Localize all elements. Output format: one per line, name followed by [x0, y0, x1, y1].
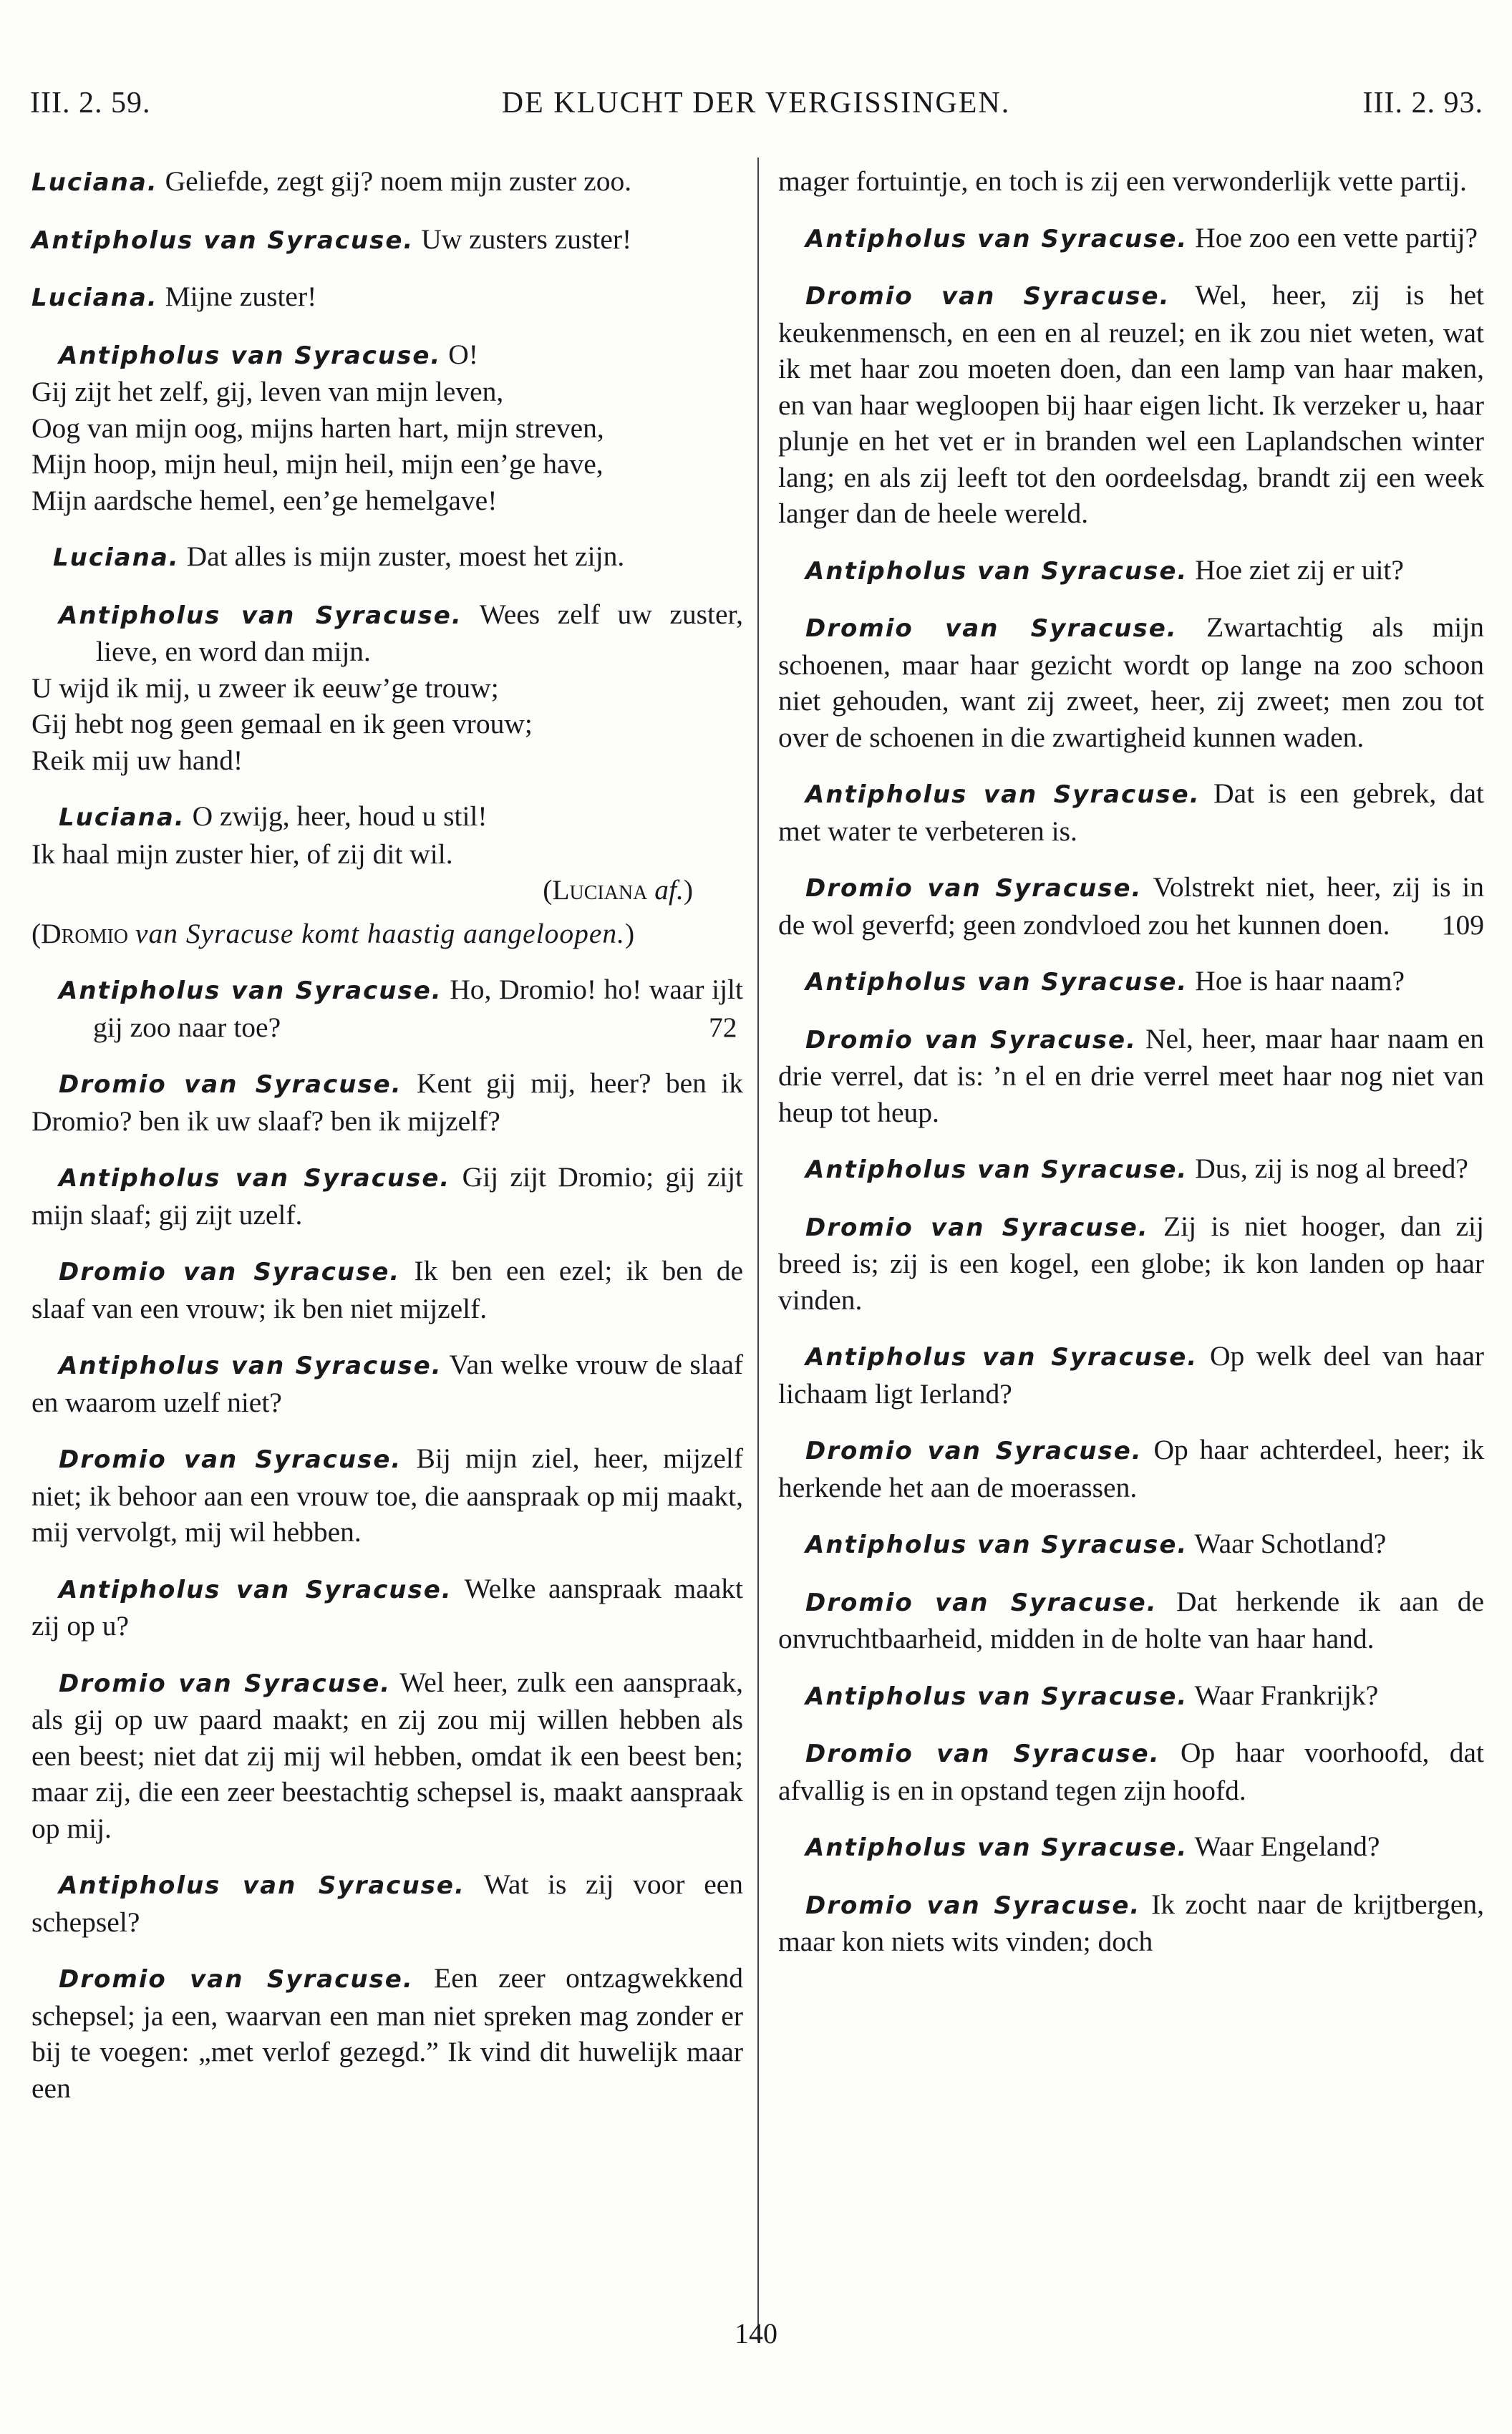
speech-continuation: mager fortuintje, en toch is zij een verwonderlijk vette partij.	[778, 165, 1467, 197]
speech	[778, 1735, 1484, 1808]
speech-text: Bij mijn ziel, heer, mijzelf niet; ik behoor aan een vrouw toe, die aanspraak op mij maakt, mij vervolgt, mij wil hebben.	[32, 1443, 744, 1548]
speech-text: Ik zocht naar de krijtbergen, maar kon niets wits vinden; doch	[778, 1888, 1484, 1957]
header-section-left: III. 2. 59.	[30, 87, 151, 120]
speech	[778, 277, 1484, 532]
speaker-name: Dromio van Syracuse.	[805, 874, 1143, 903]
speaker-name: Dromio van Syracuse.	[59, 1445, 402, 1474]
speech-text: Waar Frankrijk?	[1194, 1679, 1379, 1711]
speaker-name: Antipholus van Syracuse.	[59, 1575, 452, 1604]
speech-text: Zij is niet hooger, dan zij breed is; zij is een kogel, een globe; ik kon landen op haar vinden.	[778, 1210, 1484, 1316]
speaker-name: Luciana.	[53, 543, 180, 572]
speech	[778, 1526, 1484, 1563]
speech	[32, 1065, 743, 1139]
speech-text: Hoe is haar naam?	[1195, 965, 1405, 997]
character-name: Luciana	[552, 874, 648, 906]
speaker-name: Luciana.	[32, 168, 158, 197]
verse-line: Oog van mijn oog, mijns harten hart, mijn streven,	[32, 412, 604, 444]
speech-text: Welke aanspraak maakt zij op u?	[32, 1572, 743, 1642]
speech-text: Ik ben een ezel; ik ben de slaaf van een vrouw; ik ben niet mijzelf.	[32, 1255, 743, 1324]
character-name: Dromio	[41, 917, 129, 949]
speech	[32, 278, 743, 316]
speech	[32, 538, 743, 576]
speech-text: Kent gij mij, heer? ben ik Dromio? ben ik uw slaaf? ben ik mijzelf?	[32, 1067, 743, 1137]
speaker-name: Antipholus van Syracuse.	[59, 1352, 442, 1380]
speech-text: Hoe zoo een vette partij?	[1195, 221, 1478, 253]
speech	[32, 1866, 743, 1940]
verse-line: Gij hebt nog geen gemaal en ik geen vrouw;	[32, 708, 533, 740]
speaker-name: Antipholus van Syracuse.	[59, 601, 462, 630]
speaker-name: Antipholus van Syracuse.	[805, 1343, 1198, 1372]
speech-text: Op haar voorhoofd, dat afvallig is en in opstand tegen zijn hoofd.	[778, 1737, 1484, 1806]
verse-speech	[32, 336, 743, 519]
speaker-name: Antipholus van Syracuse.	[805, 1155, 1188, 1184]
verse-line: Ik haal mijn zuster hier, of zij dit wil.	[32, 838, 453, 870]
verse-line: Gij zijt het zelf, gij, leven van mijn leven,	[32, 376, 504, 407]
speech	[32, 1253, 743, 1327]
speech	[32, 1960, 743, 2106]
speech-text: Dat alles is mijn zuster, moest het zijn.	[186, 540, 625, 572]
speech	[778, 1828, 1484, 1866]
speech-text: Wel, heer, zij is het keukenmensch, en een en al reuzel; en ik zou niet weten, wat ik met haar zou moeten doen, dan een lamp van haar maken, en van haar wegloopen bij haar eigen licht. Ik verzeker u, haar plunje en het vet er in branden wel een Laplandschen winter lang; en als zij leeft tot den oordeelsdag, brandt zij een week langer dan de heele wereld.	[778, 279, 1484, 529]
speaker-name: Antipholus van Syracuse.	[32, 226, 415, 255]
speech	[778, 609, 1484, 755]
speech	[32, 1159, 743, 1233]
speech-text: Dat is een gebrek, dat met water te verbeteren is.	[778, 777, 1484, 847]
speech-text: O!	[448, 338, 478, 370]
speech-text: Wat is zij voor een schepsel?	[32, 1868, 744, 1938]
speech-text: Uw zusters zuster!	[421, 223, 632, 255]
speech-text: Waar Engeland?	[1194, 1831, 1380, 1862]
speech	[32, 221, 743, 259]
speaker-name: Dromio van Syracuse.	[59, 1258, 401, 1286]
speech-text: Dus, zij is nog al breed?	[1195, 1153, 1468, 1184]
speech	[778, 1150, 1484, 1188]
speech-text: Van welke vrouw de slaaf en waarom uzelf niet?	[32, 1349, 744, 1418]
speech-text: Wel heer, zulk een aanspraak, als gij op uw paard maakt; en zij zou mij willen hebben als een beest; niet dat zij mij wil hebben, omdat ik een beest ben; maar zij, die een zeer beestachtig schepsel is, maakt aanspraak op mij.	[32, 1666, 743, 1844]
speaker-name: Antipholus van Syracuse.	[805, 1833, 1188, 1862]
speech-text: Wees zelf uw zuster, lieve, en word dan mijn.	[96, 598, 743, 667]
speaker-name: Dromio van Syracuse.	[805, 1740, 1160, 1768]
stage-direction-entry: (Dromio van Syracuse komt haastig aangeloopen.)	[32, 917, 635, 949]
speaker-name: Dromio van Syracuse.	[805, 1213, 1149, 1242]
speaker-name: Antipholus van Syracuse.	[59, 976, 442, 1005]
speaker-name: Antipholus van Syracuse.	[805, 968, 1188, 997]
speech-text: Dat herkende ik aan de onvruchtbaarheid, midden in de holte van haar hand.	[778, 1585, 1485, 1654]
speech-text: Op haar achterdeel, heer; ik herkende het aan de moerassen.	[778, 1434, 1484, 1503]
speech-text: O zwijg, heer, houd u stil!	[192, 800, 488, 832]
speaker-name: Antipholus van Syracuse.	[805, 1531, 1188, 1559]
speech-text: Een zeer ontzagwekkend schepsel; ja een, waarvan een man niet spreken mag zonder er bij te voegen: „met verlof gezegd.” Ik vind dit huwelijk maar een	[32, 1962, 744, 2104]
verse-line: Reik mij uw hand!	[32, 744, 243, 776]
speech-text: Volstrekt niet, heer, zij is in de wol geverfd; geen zondvloed zou het kunnen doen.	[778, 871, 1484, 941]
verse-line: U wijd ik mij, u zweer ik eeuw’ge trouw;	[32, 671, 499, 704]
speaker-name: Dromio van Syracuse.	[805, 282, 1171, 311]
speaker-name: Dromio van Syracuse.	[59, 1669, 392, 1698]
line-number: 109	[1441, 908, 1484, 941]
speaker-name: Dromio van Syracuse.	[805, 1891, 1141, 1920]
speech	[778, 1338, 1484, 1412]
speech	[778, 775, 1484, 849]
speaker-name: Dromio van Syracuse.	[805, 1437, 1143, 1465]
speaker-name: Dromio van Syracuse.	[805, 614, 1178, 643]
speech-text: Op welk deel van haar lichaam ligt Ierland?	[778, 1340, 1484, 1410]
speaker-name: Antipholus van Syracuse.	[805, 1682, 1188, 1711]
verse-line: Mijn aardsche hemel, een’ge hemelgave!	[32, 484, 498, 516]
speech-text: Hoe ziet zij er uit?	[1195, 553, 1404, 586]
speech	[778, 1886, 1484, 1960]
speech	[778, 552, 1484, 590]
speaker-name: Dromio van Syracuse.	[805, 1025, 1137, 1054]
speech	[778, 220, 1484, 258]
page-number: 140	[735, 2317, 777, 2350]
right-column	[778, 163, 1484, 1980]
speaker-name: Luciana.	[59, 803, 185, 832]
speaker-name: Antipholus van Syracuse.	[59, 341, 442, 370]
verse-speech	[32, 596, 743, 779]
speaker-name: Antipholus van Syracuse.	[805, 556, 1188, 586]
speech-text: Nel, heer, maar haar naam en drie verrel, dat is: ’n el en drie verrel meet haar nog niet van heup tot heup.	[778, 1022, 1484, 1128]
speech-text: Zwartachtig als mijn schoenen, maar haar gezicht wordt op lange na zoo schoon niet gehouden, want zij zweet, heer, zij zweet; men zou tot over de schoenen in die zwartigheid kunnen waden.	[778, 611, 1484, 753]
speech	[32, 163, 743, 201]
stage-word: af.	[654, 874, 684, 906]
speaker-name: Antipholus van Syracuse.	[59, 1871, 465, 1900]
column-divider	[757, 157, 759, 2341]
speech	[778, 963, 1484, 1001]
speech-text: Geliefde, zegt gij? noem mijn zuster zoo.	[165, 165, 632, 197]
left-column	[32, 163, 743, 2126]
speech	[32, 1664, 743, 1847]
speech	[778, 869, 1484, 943]
speech	[32, 1571, 743, 1644]
verse-speech	[32, 798, 743, 908]
running-title: DE KLUCHT DER VERGISSINGEN.	[501, 87, 1011, 120]
stage-text: van Syracuse komt haastig aangeloopen.	[135, 917, 626, 949]
speech	[778, 1432, 1484, 1506]
speaker-name: Antipholus van Syracuse.	[805, 780, 1201, 809]
speech	[778, 1021, 1484, 1131]
speech	[32, 1440, 743, 1551]
speaker-name: Dromio van Syracuse.	[59, 1070, 402, 1099]
speech	[778, 1584, 1484, 1657]
speech-text: Gij zijt Dromio; gij zijt mijn slaaf; gij zijt uzelf.	[32, 1161, 744, 1231]
speech-text: Mijne zuster!	[165, 281, 317, 312]
speech: Antipholus van Syracuse. Ho, Dromio! ho! waar ijlt gij zoo naar toe? 72	[59, 974, 743, 1043]
stage-direction-exit: (Luciana af.)	[543, 874, 693, 906]
speaker-name: Antipholus van Syracuse.	[805, 224, 1188, 253]
speech	[32, 1347, 743, 1420]
speech	[778, 1677, 1484, 1715]
speech	[778, 1208, 1484, 1319]
header-section-right: III. 2. 93.	[1362, 87, 1483, 120]
speaker-name: Antipholus van Syracuse.	[59, 1164, 451, 1193]
speech-text: Waar Schotland?	[1194, 1528, 1387, 1559]
verse-line: Mijn hoop, mijn heul, mijn heil, mijn een’ge have,	[32, 448, 604, 480]
speaker-name: Luciana.	[32, 283, 158, 312]
speaker-name: Dromio van Syracuse.	[59, 1965, 414, 1994]
speaker-name: Dromio van Syracuse.	[805, 1588, 1158, 1617]
speech-text: Ho, Dromio! ho! waar ijlt gij zoo naar toe?	[93, 974, 743, 1043]
